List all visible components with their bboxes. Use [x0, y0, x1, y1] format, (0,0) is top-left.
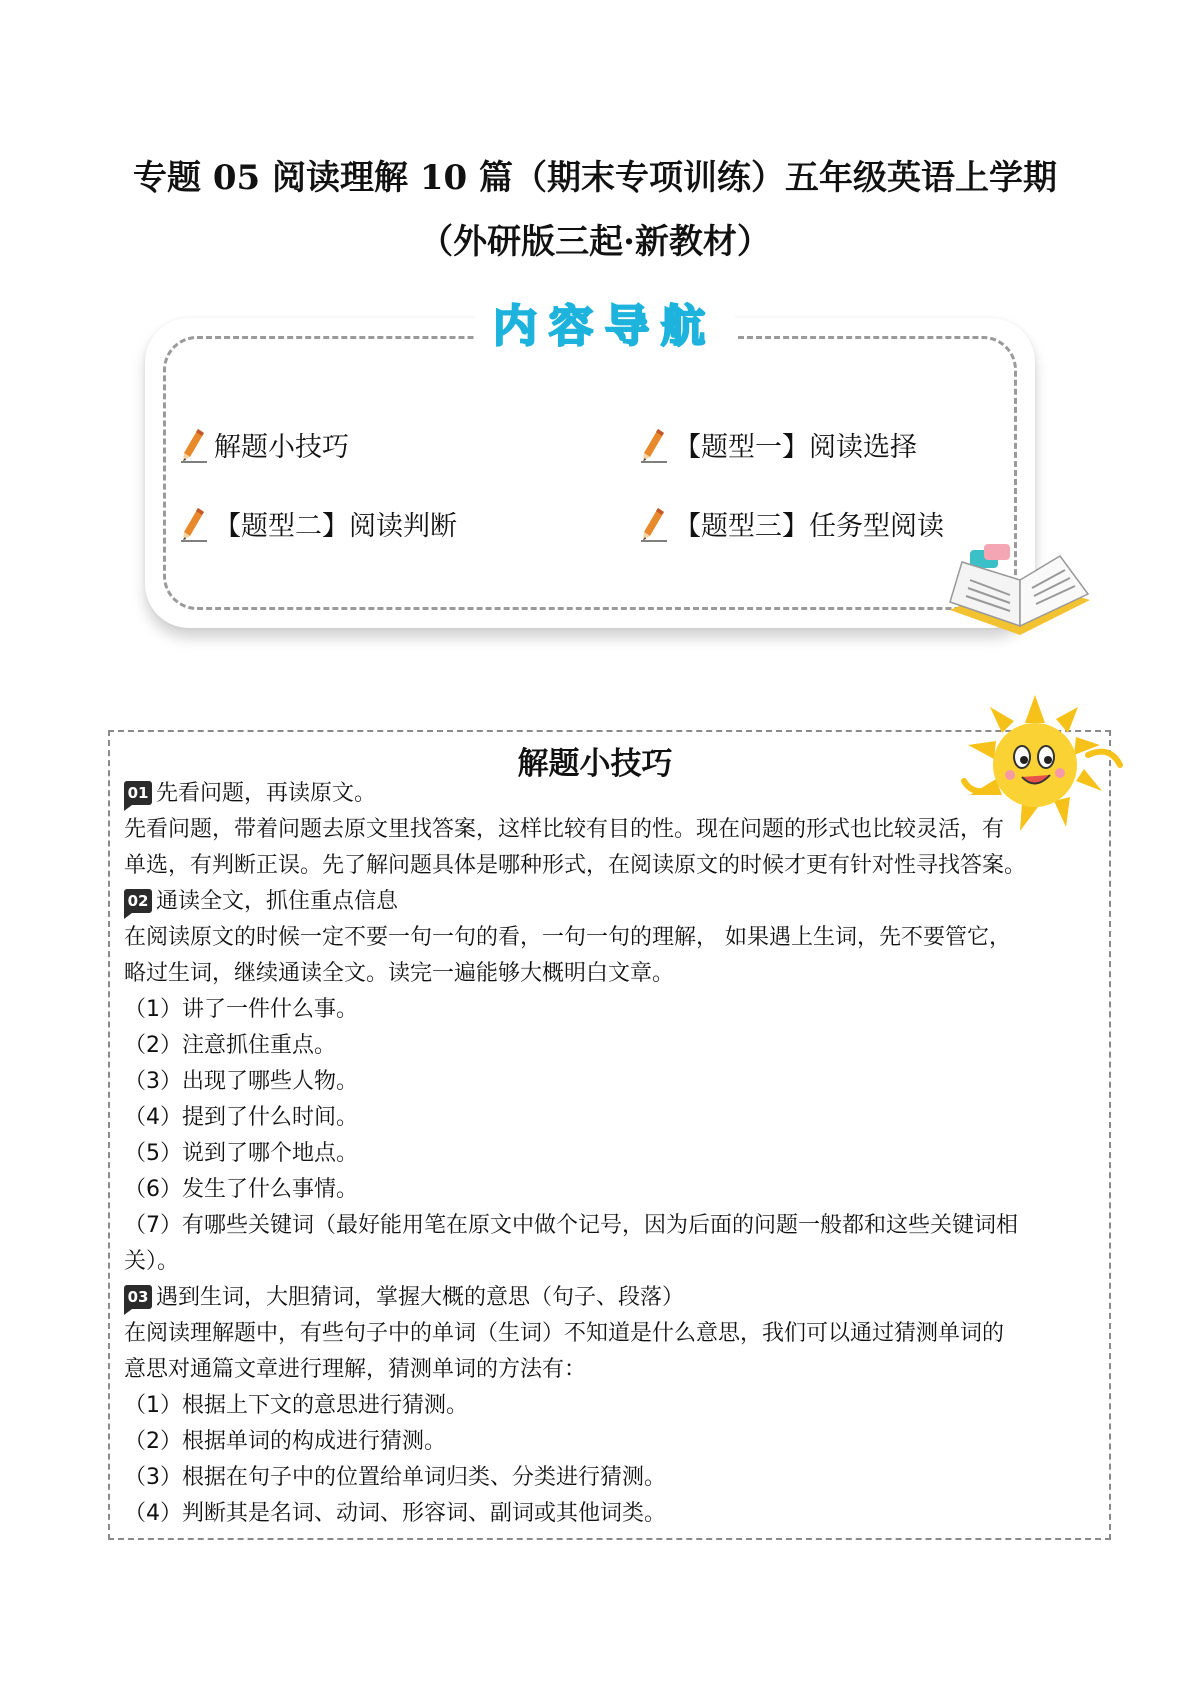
nav-item-label: 解题小技巧: [214, 432, 349, 463]
list-item: （3）出现了哪些人物。: [124, 1069, 358, 1094]
section-2-heading: 02 通读全文，抓住重点信息: [124, 887, 398, 917]
text-line: 先看问题，带着问题去原文里找答案，这样比较有目的性。现在问题的形式也比较灵活，有: [124, 817, 1005, 842]
pencil-icon: [640, 427, 668, 463]
section-1-heading: 01 先看问题，再读原文。: [124, 779, 376, 809]
document-title-line-2: （外研版三起·新教材）: [419, 222, 771, 262]
list-item: （7）有哪些关键词（最好能用笔在原文中做个记号，因为后面的问题一般都和这些关键词相: [124, 1213, 1019, 1238]
text-line: 意思对通篇文章进行理解，猜测单词的方法有：: [124, 1357, 587, 1382]
pencil-icon: [180, 427, 208, 463]
list-item: （4）提到了什么时间。: [124, 1105, 358, 1130]
tips-title: 解题小技巧: [517, 746, 673, 782]
pencil-icon: [180, 506, 208, 542]
section-number-badge: 02: [124, 889, 152, 913]
content-navigation-card: [145, 301, 1035, 628]
list-item: （1）根据上下文的意思进行猜测。: [124, 1393, 468, 1418]
nav-item-type-3[interactable]: [640, 504, 944, 543]
text-line: 在阅读原文的时候一定不要一句一句的看，一句一句的理解， 如果遇上生词，先不要管它，: [124, 925, 1011, 950]
list-item: （2）根据单词的构成进行猜测。: [124, 1429, 446, 1454]
text-line: 单选，有判断正误。先了解问题具体是哪种形式，在阅读原文的时候才更有针对性寻找答案。: [124, 853, 1027, 878]
text-line: 关）。: [124, 1249, 180, 1274]
nav-item-label: 【题型一】阅读选择: [674, 432, 917, 463]
pencil-icon: [640, 506, 668, 542]
list-item: （3）根据在句子中的位置给单词归类、分类进行猜测。: [124, 1465, 666, 1490]
section-number-badge: 01: [124, 781, 152, 805]
text-line: 略过生词，继续通读全文。读完一遍能够大概明白文章。: [124, 961, 675, 986]
nav-item-type-2[interactable]: [180, 504, 457, 543]
navigation-dashed-border: [163, 336, 1017, 610]
list-item: （5）说到了哪个地点。: [124, 1141, 358, 1166]
list-item: （1）讲了一件什么事。: [124, 997, 358, 1022]
section-3-heading: 03 遇到生词，大胆猜词，掌握大概的意思（句子、段落）: [124, 1283, 684, 1313]
nav-item-type-1[interactable]: [640, 425, 917, 464]
nav-item-label: 【题型三】任务型阅读: [674, 511, 944, 542]
text-line: 在阅读理解题中，有些句子中的单词（生词）不知道是什么意思，我们可以通过猜测单词的: [124, 1321, 1005, 1346]
nav-item-label: 【题型二】阅读判断: [214, 511, 457, 542]
navigation-heading: 内容导航: [475, 298, 735, 356]
list-item: （2）注意抓住重点。: [124, 1033, 336, 1058]
list-item: （6）发生了什么事情。: [124, 1177, 358, 1202]
list-item: （4）判断其是名词、动词、形容词、副词或其他词类。: [124, 1501, 666, 1526]
document-title-line-1: 专题 05 阅读理解 10 篇（期末专项训练）五年级英语上学期: [133, 158, 1057, 198]
open-book-icon: [940, 540, 1100, 660]
section-number-badge: 03: [124, 1285, 152, 1309]
nav-item-tips[interactable]: [180, 425, 349, 464]
